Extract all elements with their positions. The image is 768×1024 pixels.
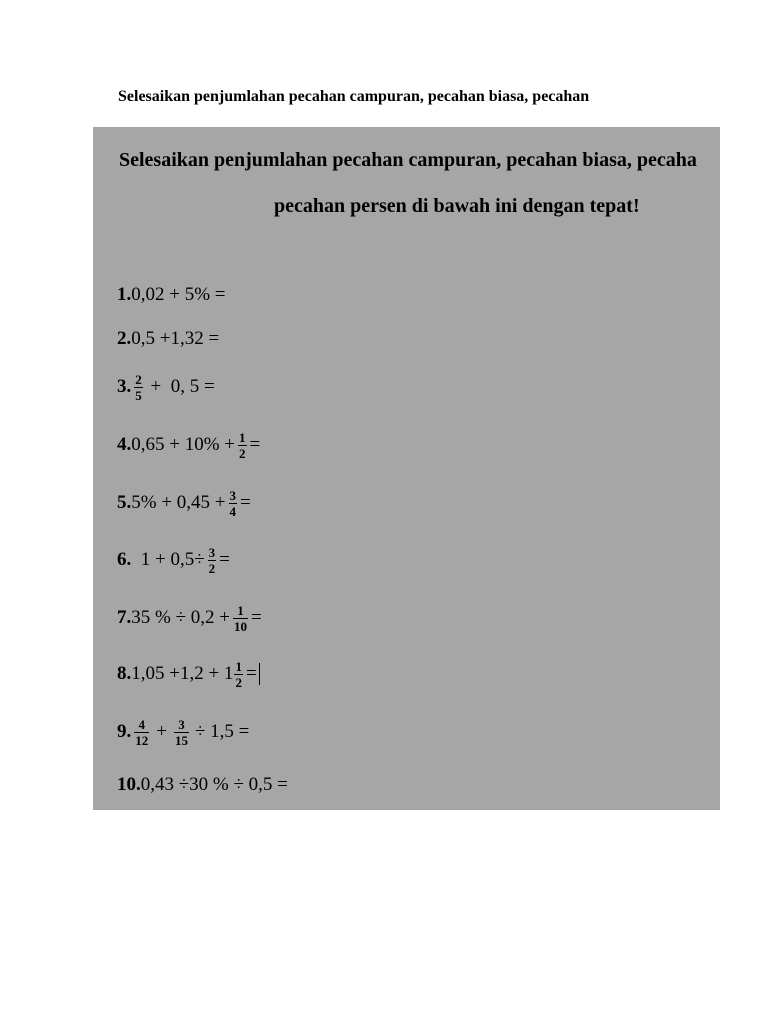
- denominator: 12: [135, 732, 149, 748]
- numerator: 2: [135, 371, 142, 387]
- problem-number: 8.: [117, 663, 132, 684]
- problem-1: [117, 275, 226, 315]
- problem-4: [117, 425, 260, 465]
- problem-number: 4.: [117, 434, 132, 455]
- fraction: [238, 431, 247, 460]
- problem-expression: 0,65 + 10% +: [131, 434, 236, 455]
- plus-sign: +: [156, 721, 167, 742]
- numerator: 1: [237, 602, 244, 618]
- denominator: 15: [174, 732, 188, 748]
- problem-expression: 1 + 0,5÷: [131, 549, 205, 570]
- problem-expression: + 0, 5 =: [145, 376, 215, 397]
- problem-6: [117, 540, 230, 580]
- numerator: 3: [229, 487, 237, 503]
- denominator: 4: [229, 503, 237, 519]
- fraction: [208, 546, 217, 575]
- equals-sign: =: [249, 434, 261, 455]
- numerator: 1: [235, 658, 242, 674]
- problem-3: [117, 367, 215, 407]
- worksheet-title-line2: pecahan persen di bawah ini dengan tepat!: [274, 195, 640, 217]
- problem-expression: 1,05 +1,2 + 1: [131, 663, 234, 684]
- problem-number: 2.: [117, 328, 132, 349]
- denominator: 2: [239, 445, 246, 461]
- problem-expression: ÷ 1,5 =: [194, 721, 250, 742]
- problem-2: [117, 319, 219, 359]
- fraction: [134, 718, 149, 747]
- problem-number: 7.: [117, 607, 132, 628]
- problem-number: 3.: [117, 376, 132, 397]
- denominator: 10: [233, 618, 247, 634]
- problem-expression: 0,02 + 5% =: [131, 284, 226, 305]
- problem-number: 5.: [117, 492, 132, 513]
- problem-5: [117, 483, 251, 523]
- text-cursor: [259, 663, 260, 685]
- problem-10: [117, 765, 288, 805]
- numerator: 1: [239, 429, 246, 445]
- numerator: 3: [208, 544, 216, 560]
- numerator: 4: [138, 716, 145, 732]
- problem-7: [117, 598, 262, 638]
- fraction: [134, 373, 143, 402]
- problem-expression: 0,5 +1,32 =: [131, 328, 220, 349]
- problem-number: 1.: [117, 284, 132, 305]
- equals-sign: =: [245, 663, 257, 684]
- page-heading: Selesaikan penjumlahan pecahan campuran, pecahan biasa, pecahan: [118, 88, 590, 105]
- problem-expression: 35 % ÷ 0,2 +: [131, 607, 230, 628]
- numerator: 3: [178, 716, 185, 732]
- equals-sign: =: [250, 607, 262, 628]
- equals-sign: =: [240, 492, 251, 513]
- worksheet-image: [93, 127, 720, 810]
- worksheet-title-line1: Selesaikan penjumlahan pecahan campuran, pecahan biasa, pecaha: [119, 149, 697, 171]
- denominator: 2: [208, 560, 216, 576]
- fraction: [174, 718, 189, 747]
- denominator: 2: [235, 674, 242, 690]
- problem-number: 9.: [117, 721, 132, 742]
- problem-number: 10.: [117, 774, 141, 795]
- problem-number: 6.: [117, 549, 132, 570]
- fraction: [233, 604, 248, 633]
- equals-sign: =: [219, 549, 230, 570]
- denominator: 5: [135, 387, 142, 403]
- fraction: [234, 660, 243, 689]
- problem-expression: 0,43 ÷30 % ÷ 0,5 =: [140, 774, 288, 795]
- problem-expression: 5% + 0,45 +: [131, 492, 226, 513]
- problem-8: [117, 654, 260, 694]
- problem-9: [117, 712, 249, 752]
- fraction: [229, 489, 238, 518]
